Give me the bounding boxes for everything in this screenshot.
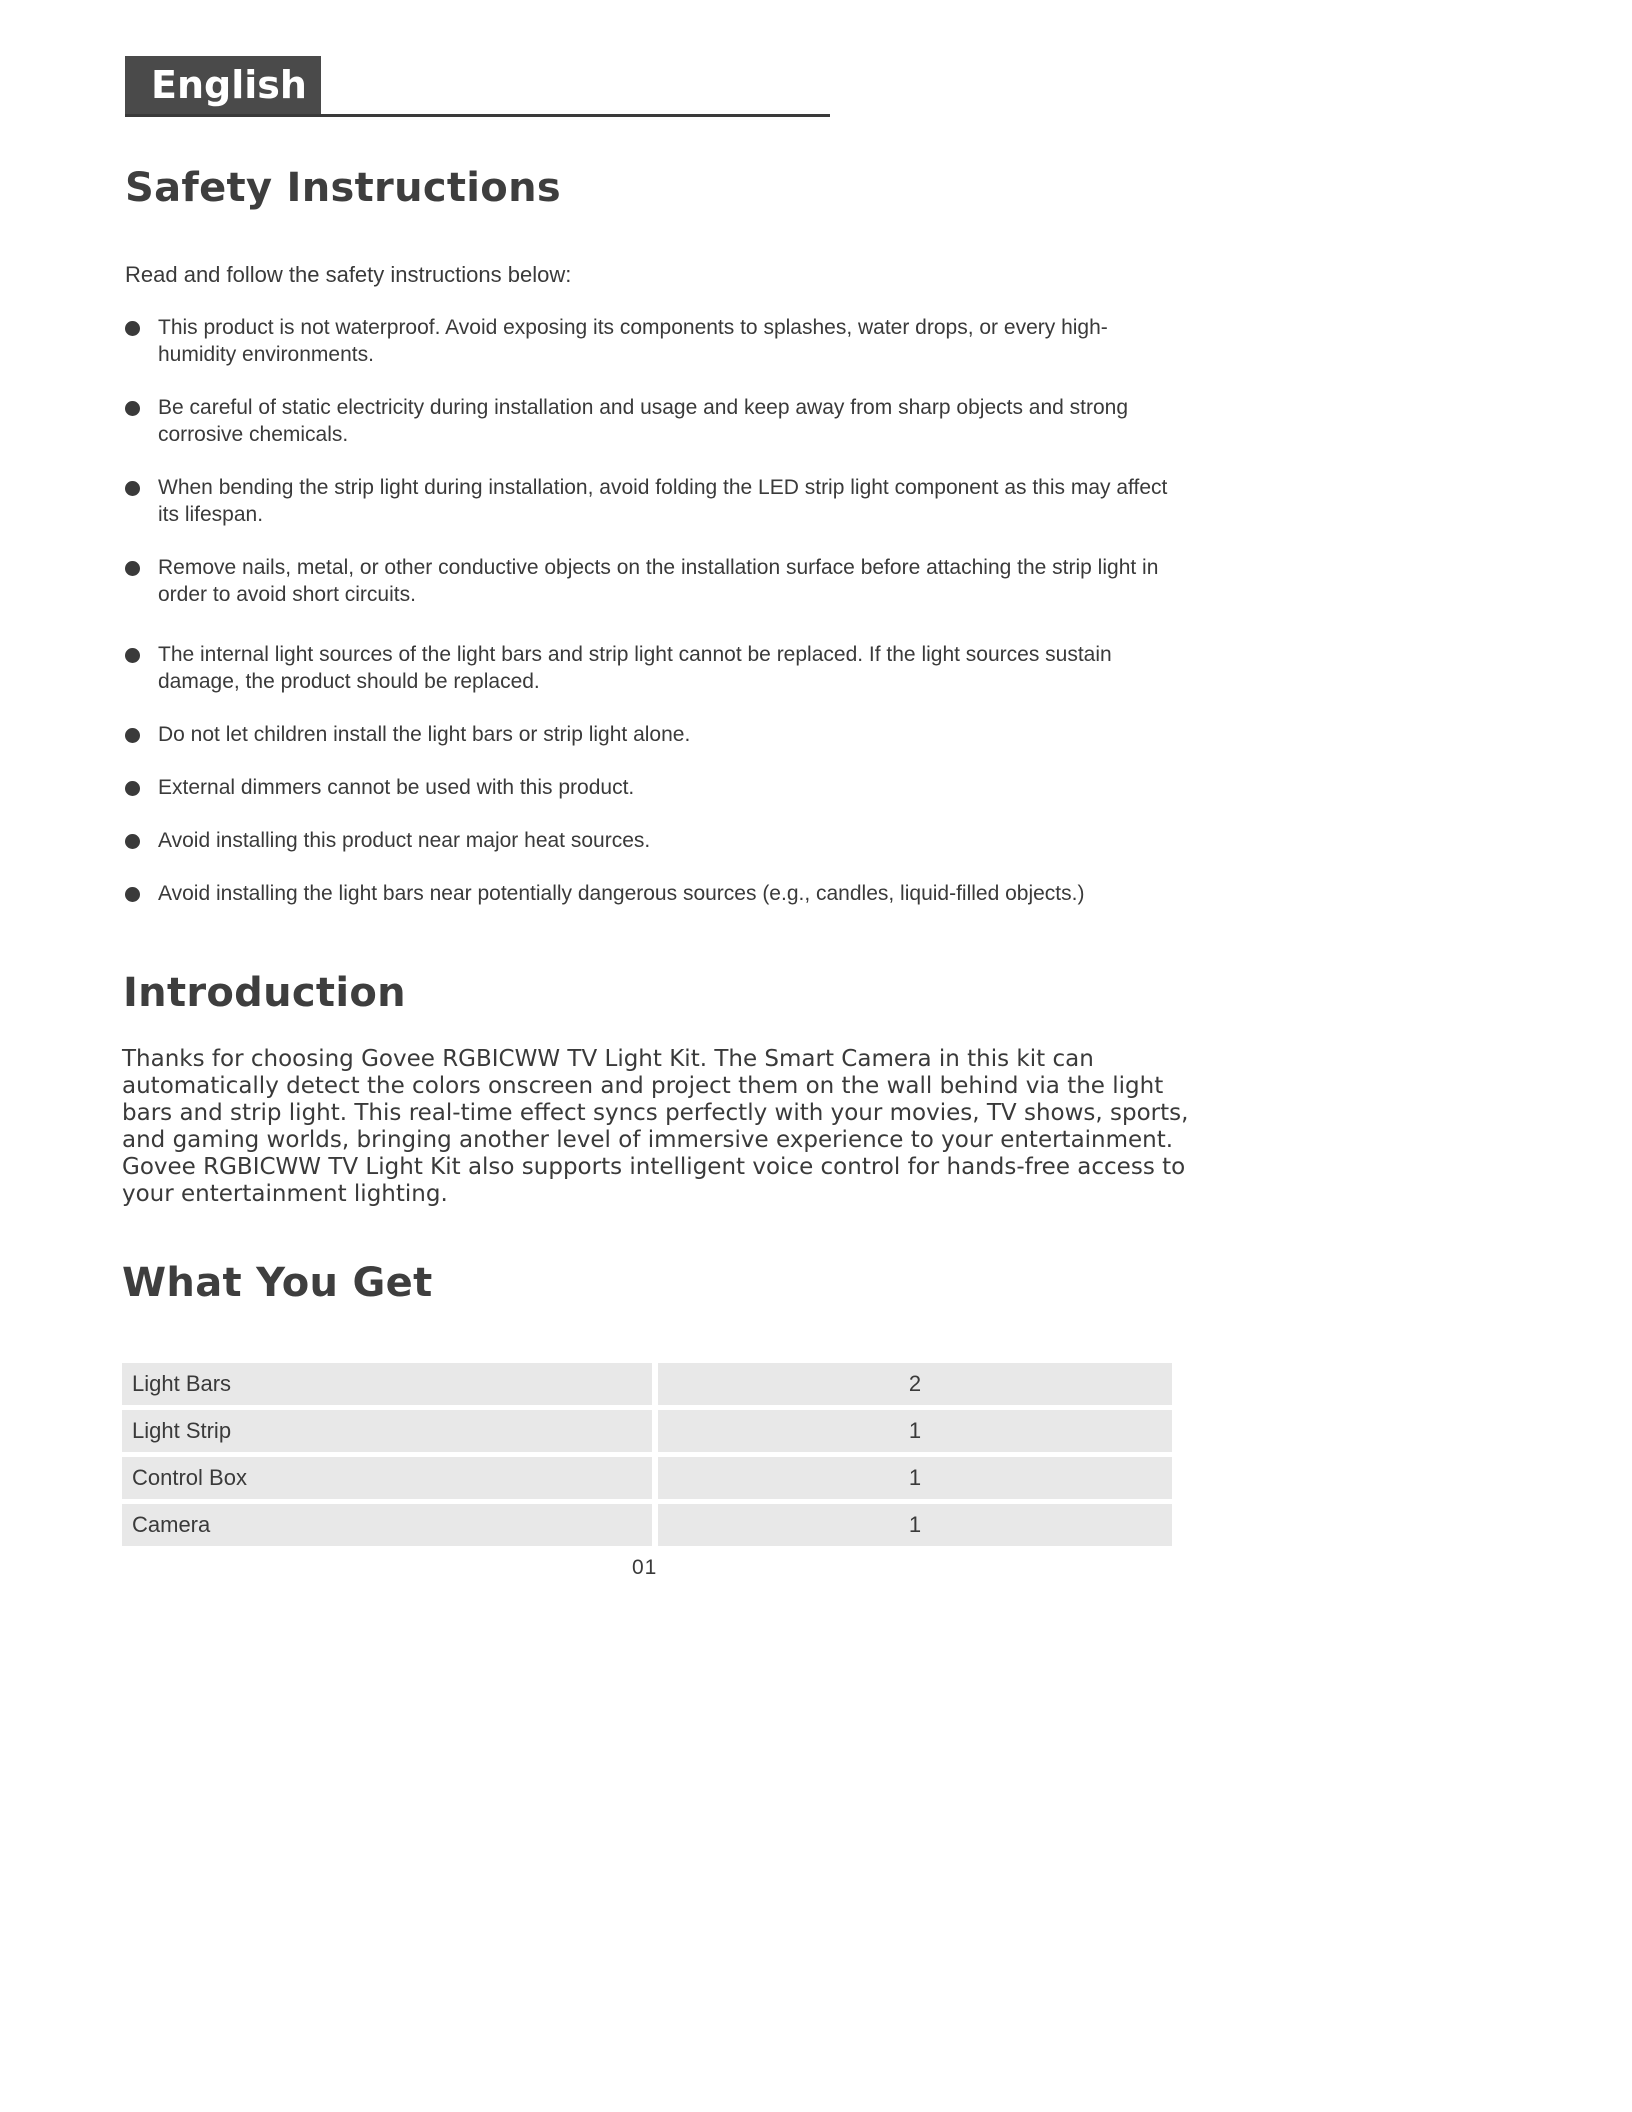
table-row (122, 1410, 1172, 1452)
bullet-icon (125, 648, 140, 663)
item-name: Light Bars (122, 1363, 658, 1405)
page-number: 01 (632, 1556, 658, 1579)
safety-item (125, 641, 1185, 695)
safety-item-text: Avoid installing the light bars near potentially dangerous sources (e.g., candles, liquid-filled objects.) (158, 882, 1085, 905)
bullet-icon (125, 781, 140, 796)
safety-item-text: This product is not waterproof. Avoid exposing its components to splashes, water drops, or every high-humidity environments. (158, 316, 1108, 366)
item-name: Control Box (122, 1457, 658, 1499)
item-quantity: 2 (658, 1363, 1172, 1405)
bullet-icon (125, 728, 140, 743)
safety-item-text: Be careful of static electricity during installation and usage and keep away from sharp objects and strong corrosive chemicals. (158, 396, 1129, 446)
safety-item (125, 827, 1185, 854)
item-name: Light Strip (122, 1410, 658, 1452)
table-row (122, 1504, 1172, 1546)
item-quantity: 1 (658, 1504, 1172, 1546)
safety-item-text: Remove nails, metal, or other conductive objects on the installation surface before attaching the strip light in order to avoid short circuits. (158, 556, 1159, 606)
bullet-icon (125, 561, 140, 576)
safety-item-text: Avoid installing this product near major heat sources. (158, 829, 651, 852)
bullet-icon (125, 321, 140, 336)
introduction-text: Thanks for choosing Govee RGBICWW TV Light Kit. The Smart Camera in this kit can automatically detect the colors onscreen and project them on the wall behind via the light bars and strip light. This real-time effect syncs perfectly with your movies, TV shows, sports, and gaming worlds, bringing another level of immersive experience to your entertainment. Govee RGBICWW TV Light Kit also supports intelligent voice control for hands-free access to your entertainment lighting. (122, 1046, 1189, 1207)
language-tag: English (125, 56, 321, 114)
item-name: Camera (122, 1504, 658, 1546)
safety-item (125, 474, 1185, 528)
safety-item (125, 554, 1185, 608)
bullet-icon (125, 401, 140, 416)
contents-table (122, 1358, 1172, 1551)
safety-instructions-title: Safety Instructions (125, 165, 561, 211)
safety-item (125, 721, 1185, 748)
language-header (125, 56, 830, 117)
bullet-icon (125, 834, 140, 849)
bullet-icon (125, 887, 140, 902)
safety-item (125, 314, 1185, 368)
table-row (122, 1363, 1172, 1405)
safety-item (125, 774, 1185, 801)
safety-item-text: The internal light sources of the light bars and strip light cannot be replaced. If the light sources sustain damage, the product should be replaced. (158, 643, 1112, 693)
safety-item (125, 880, 1185, 907)
safety-lead-text: Read and follow the safety instructions below: (125, 262, 572, 287)
safety-item-text: When bending the strip light during installation, avoid folding the LED strip light component as this may affect its lifespan. (158, 476, 1168, 526)
bullet-icon (125, 481, 140, 496)
safety-item-text: External dimmers cannot be used with this product. (158, 776, 635, 799)
safety-item (125, 394, 1185, 448)
item-quantity: 1 (658, 1457, 1172, 1499)
introduction-title: Introduction (123, 970, 406, 1016)
safety-item-text: Do not let children install the light bars or strip light alone. (158, 723, 691, 746)
table-row (122, 1457, 1172, 1499)
item-quantity: 1 (658, 1410, 1172, 1452)
what-you-get-title: What You Get (122, 1260, 433, 1306)
